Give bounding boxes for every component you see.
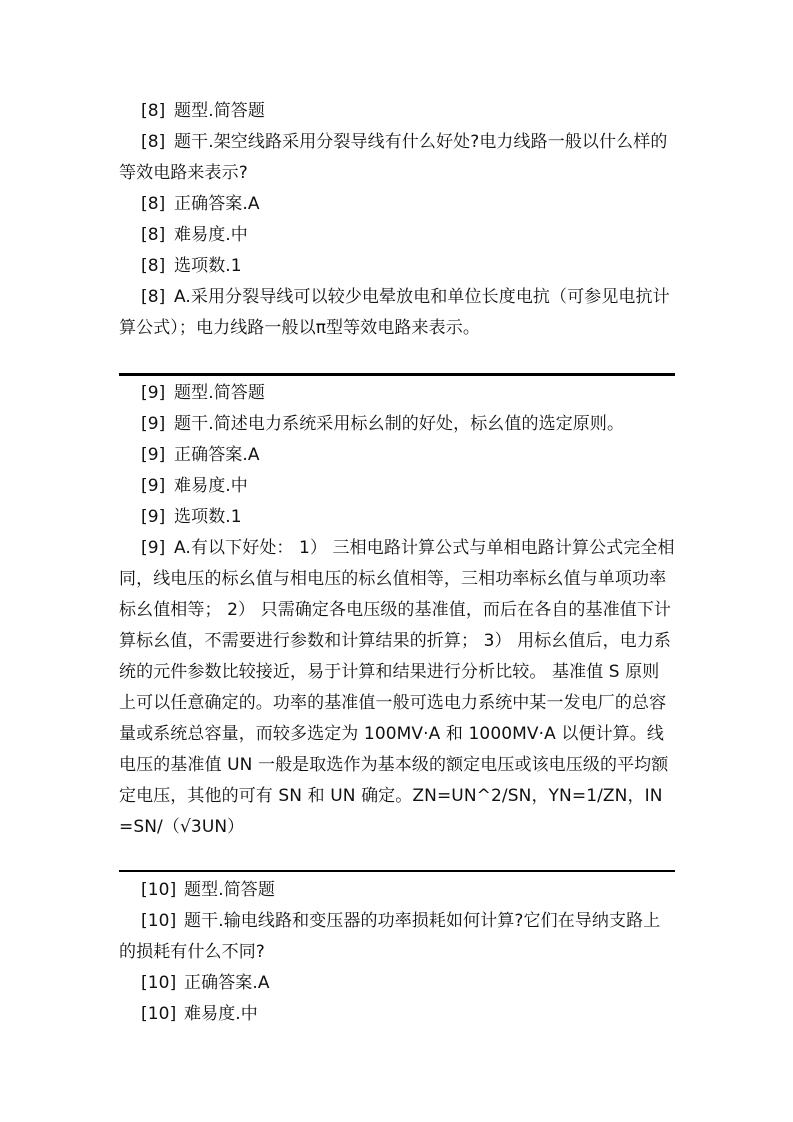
difficulty-line: [119, 999, 675, 1030]
difficulty-line: [119, 471, 675, 502]
question-number: [10]: [141, 973, 177, 993]
question-number: [8]: [141, 287, 166, 307]
difficulty: 难易度.中: [174, 225, 248, 245]
option-a-line: [119, 282, 675, 344]
option-count: 选项数.1: [174, 256, 242, 276]
question-10: [119, 875, 675, 1030]
question-number: [9]: [141, 476, 166, 496]
question-number: [9]: [141, 445, 166, 465]
question-type-line: [119, 378, 675, 409]
question-number: [8]: [141, 194, 166, 214]
question-type-line: [119, 875, 675, 906]
question-number: [10]: [141, 911, 177, 931]
question-number: [9]: [141, 538, 166, 558]
option-count: 选项数.1: [174, 507, 242, 527]
question-stem-line: [119, 127, 675, 189]
correct-answer-line: [119, 968, 675, 999]
question-number: [10]: [141, 880, 177, 900]
question-type: 题型.简答题: [174, 383, 266, 403]
correct-answer: 正确答案.A: [174, 445, 260, 465]
question-type-line: [119, 96, 675, 127]
option-a-line: [119, 533, 675, 843]
difficulty: 难易度.中: [184, 1004, 258, 1024]
question-stem: 题干.架空线路采用分裂导线有什么好处?电力线路一般以什么样的等效电路来表示?: [119, 132, 668, 183]
question-8: [119, 96, 675, 344]
correct-answer: 正确答案.A: [184, 973, 270, 993]
question-number: [9]: [141, 507, 166, 527]
question-type: 题型.简答题: [184, 880, 276, 900]
correct-answer-line: [119, 440, 675, 471]
question-type: 题型.简答题: [174, 101, 266, 121]
question-number: [8]: [141, 132, 166, 152]
divider: [119, 870, 675, 872]
question-stem-line: [119, 906, 675, 968]
option-a-text: A.有以下好处： 1） 三相电路计算公式与单相电路计算公式完全相同，线电压的标幺值与相电压的标幺值相等，三相功率标幺值与单项功率标幺值相等； 2） 只需确定各电压级的基准值，而后在各自的基准值下计算标幺值，不需要进行参数和计算结果的折算； 3） 用标幺值后，电力系统的元件参数比较接近，易于计算和结果进行分析比较。 基准值 S 原则上可以任意确定的。功率的基准值一般可选电力系统中某一发电厂的总容量或系统总容量，而较多选定为 100MV·A 和 1000MV·A 以便计算。线电压的基准值 UN 一般是取选作为基本级的额定电压或该电压级的平均额定电压，其他的可有 SN 和 UN 确定。ZN=UN^2/SN，YN=1/ZN，IN=SN/（√3UN）: [119, 538, 675, 837]
question-number: [9]: [141, 383, 166, 403]
divider: [119, 373, 675, 376]
question-stem: 题干.简述电力系统采用标幺制的好处，标幺值的选定原则。: [174, 414, 625, 434]
question-number: [10]: [141, 1004, 177, 1024]
question-stem-line: [119, 409, 675, 440]
difficulty-line: [119, 220, 675, 251]
document-page: [119, 96, 675, 1030]
question-9: [119, 378, 675, 843]
option-a-text: A.采用分裂导线可以较少电晕放电和单位长度电抗（可参见电抗计算公式）；电力线路一般以π型等效电路来表示。: [119, 287, 670, 338]
correct-answer: 正确答案.A: [174, 194, 260, 214]
question-number: [8]: [141, 256, 166, 276]
difficulty: 难易度.中: [174, 476, 248, 496]
question-number: [8]: [141, 101, 166, 121]
question-number: [8]: [141, 225, 166, 245]
correct-answer-line: [119, 189, 675, 220]
option-count-line: [119, 502, 675, 533]
question-number: [9]: [141, 414, 166, 434]
question-stem: 题干.输电线路和变压器的功率损耗如何计算?它们在导纳支路上的损耗有什么不同?: [119, 911, 661, 962]
option-count-line: [119, 251, 675, 282]
